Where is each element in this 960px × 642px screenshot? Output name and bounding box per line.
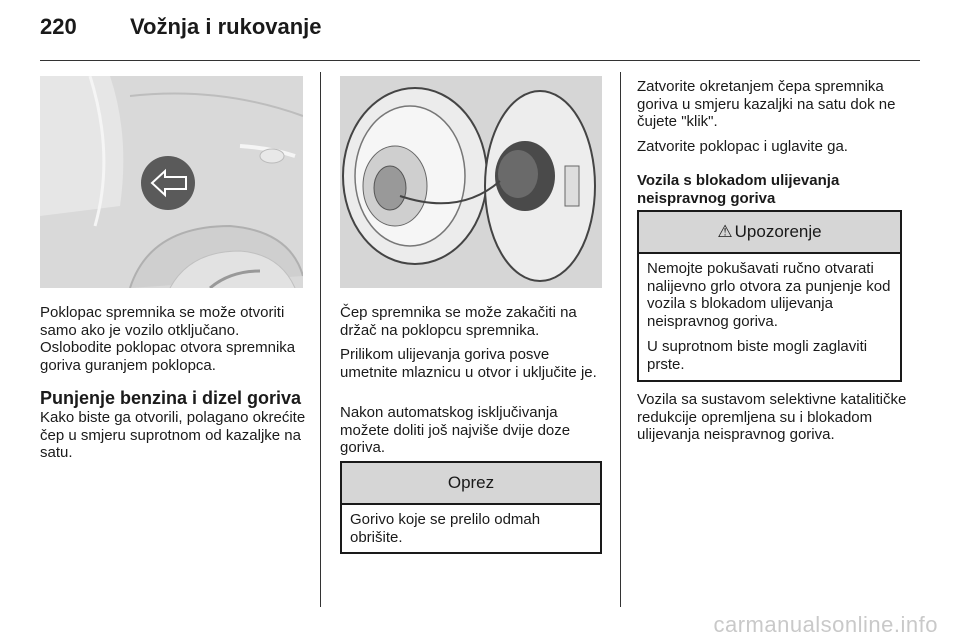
fuel-cap-illustration	[340, 76, 602, 288]
section-title: Vožnja i rukovanje	[130, 14, 322, 39]
header-divider	[40, 60, 920, 61]
cap-holder-paragraph: Čep spremnika se može zakačiti na držač na poklopcu spremnika.	[340, 304, 577, 339]
column-divider-2	[620, 72, 621, 607]
refuelling-heading: Punjenje benzina i dizel goriva	[40, 388, 302, 408]
caution-text: Gorivo koje se prelilo odmah obrišite.	[350, 511, 541, 546]
warning-text-2: U suprotnom biste mogli zaglaviti prste.	[647, 338, 868, 373]
page-header	[40, 14, 920, 48]
fuel-flap-paragraph: Poklopac spremnika se može otvoriti samo ako je vozilo otključano. Oslobodite poklopac otvora spremnika goriva guranjem poklopca.	[40, 304, 296, 374]
fuel-flap-illustration	[40, 76, 303, 288]
misfuel-heading: Vozila s blokadom ulijevanja neispravnog goriva	[637, 172, 840, 207]
warning-triangle-icon: ⚠	[717, 222, 733, 241]
close-cap-paragraph: Zatvorite okretanjem čepa spremnika goriva u smjeru kazaljki na satu dok ne čujete "klik".	[637, 78, 896, 130]
warning-box	[637, 210, 902, 382]
warning-header	[639, 212, 900, 254]
column-divider-1	[320, 72, 321, 607]
warning-title: Upozorenje	[734, 222, 822, 241]
auto-shutoff-paragraph: Nakon automatskog isključivanja možete doliti još najviše dvije doze goriva.	[340, 404, 571, 456]
caution-title: Oprez	[342, 463, 600, 505]
nozzle-paragraph: Prilikom ulijevanja goriva posve umetnite mlaznicu u otvor i uključite je.	[340, 346, 597, 381]
open-cap-paragraph: Kako biste ga otvorili, polagano okrećite čep u smjeru suprotnom od kazaljke na satu.	[40, 409, 306, 461]
scr-paragraph: Vozila sa sustavom selektivne katalitičke redukcije opremljena su i blokadom ulijevanja neispravnog goriva.	[637, 391, 907, 443]
warning-text-1: Nemojte pokušavati ručno otvarati nalijevno grlo otvora za punjenje kod vozila s blokadom ulijevanja neispravnog goriva.	[647, 260, 891, 330]
page-number: 220	[40, 14, 77, 39]
close-flap-paragraph: Zatvorite poklopac i uglavite ga.	[637, 138, 848, 155]
caution-box	[340, 461, 602, 554]
watermark: carmanualsonline.info	[713, 612, 938, 637]
